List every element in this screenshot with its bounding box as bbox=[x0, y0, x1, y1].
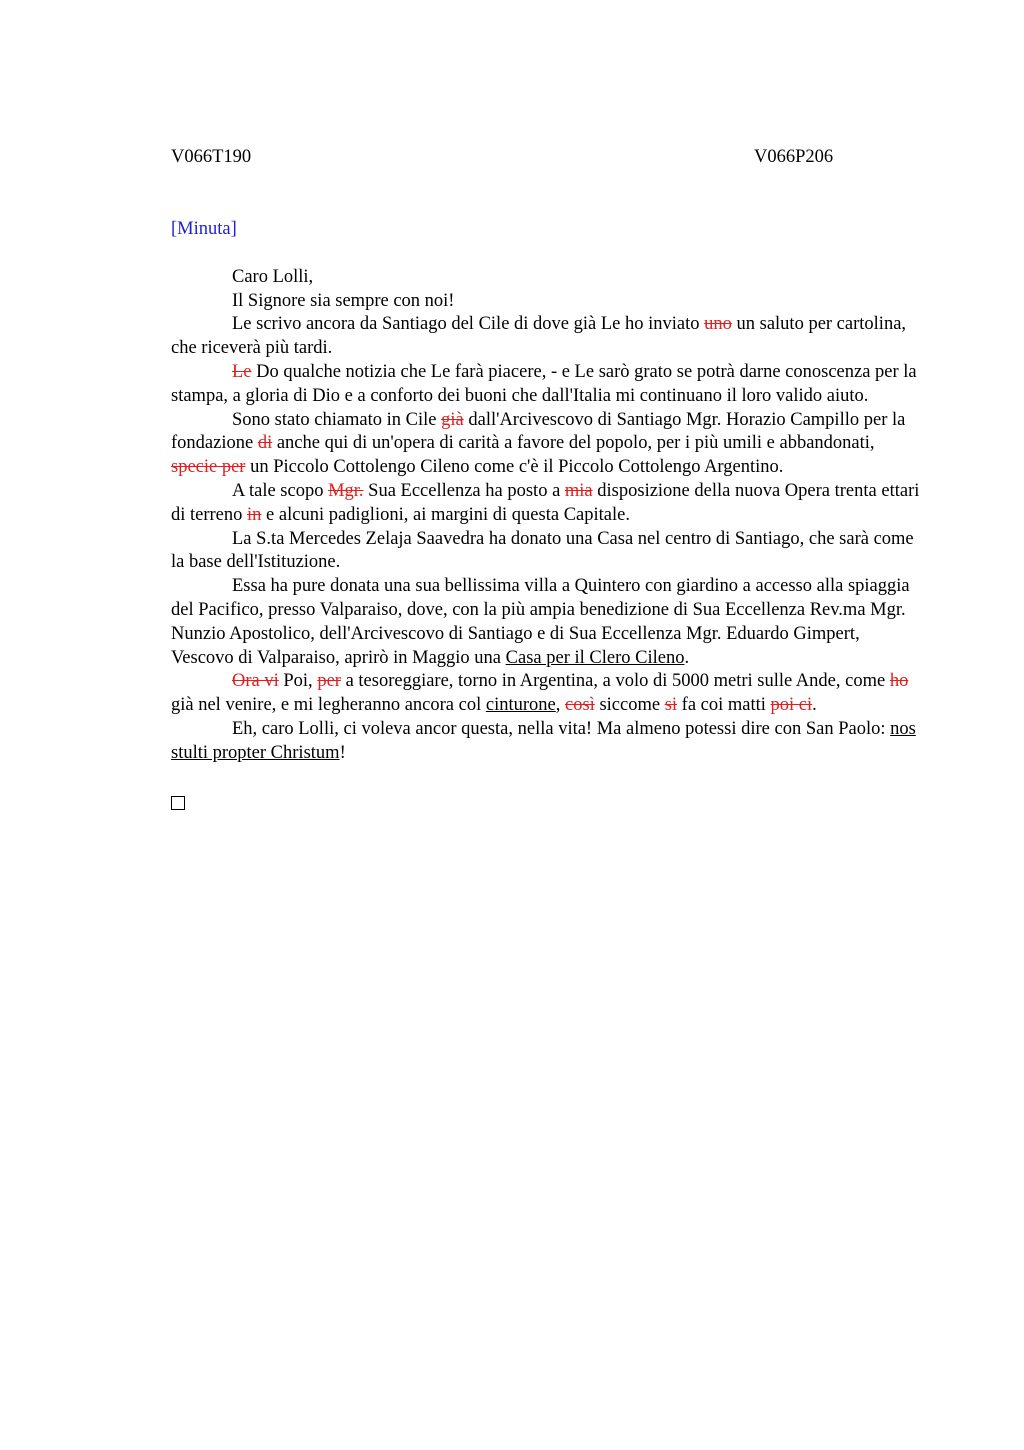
text-segment: Poi, bbox=[278, 671, 318, 692]
text-segment: disposizione della nuova Opera trenta ettari di terreno bbox=[171, 480, 920, 525]
deleted-word: per bbox=[317, 671, 341, 692]
deleted-word: mia bbox=[564, 480, 593, 501]
text-segment: e alcuni padiglioni, ai margini di questa Capitale. bbox=[261, 504, 630, 525]
checkbox-square-icon bbox=[171, 796, 185, 810]
deleted-word: già bbox=[441, 409, 464, 430]
letter-body bbox=[171, 266, 921, 766]
deleted-word: Ora vi bbox=[232, 671, 279, 692]
paragraph-8 bbox=[171, 718, 921, 766]
deleted-word: in bbox=[247, 504, 262, 525]
deleted-word: Mgr. bbox=[328, 480, 364, 501]
document-codes bbox=[171, 146, 921, 170]
paragraph-4 bbox=[171, 480, 921, 528]
deleted-word: ho bbox=[889, 671, 909, 692]
text-segment: , bbox=[555, 695, 565, 716]
text-segment: . bbox=[684, 647, 690, 668]
text-segment: un saluto per cartolina, che riceverà più tardi. bbox=[171, 314, 907, 359]
text-segment: ! bbox=[339, 742, 346, 763]
underlined-phrase: nos stulti propter Christum bbox=[171, 718, 916, 763]
text-segment: . bbox=[812, 695, 817, 716]
text-segment: già nel venire, e mi legheranno ancora col bbox=[171, 695, 486, 716]
paragraph-1 bbox=[171, 313, 921, 361]
deleted-word: poi ci bbox=[770, 695, 813, 716]
document-page bbox=[171, 146, 921, 817]
text-segment: Essa ha pure donata una sua bellissima villa a Quintero con giardino a accesso alla spiaggia del Pacifico, presso Valparaiso, dove, con la più ampia benedizione di Sua Eccellenza Rev.ma Mgr. Nunzio Apostolico, dell'Arcivescovo di Santiago e di Sua Eccellenza Mgr. Eduardo Gimpert, Vescovo di Valparaiso, aprirò in Maggio una bbox=[171, 576, 910, 668]
deleted-word: specie per bbox=[171, 457, 246, 478]
paragraph-3 bbox=[171, 409, 921, 480]
deleted-word: si bbox=[664, 695, 678, 716]
volume-code-right: V066P206 bbox=[754, 147, 834, 167]
paragraph-2 bbox=[171, 361, 921, 409]
text-segment: A tale scopo bbox=[232, 480, 329, 501]
text-segment: a tesoreggiare, torno in Argentina, a volo di 5000 metri sulle Ande, come bbox=[340, 671, 890, 692]
text-segment: Sua Eccellenza ha posto a bbox=[363, 480, 565, 501]
text-segment: Le scrivo ancora da Santiago del Cile di dove già Le ho inviato bbox=[232, 314, 705, 335]
deleted-word: di bbox=[257, 433, 273, 454]
text-segment: dall'Arcivescovo di Santiago Mgr. Horazio Campillo per la fondazione bbox=[171, 409, 906, 454]
text-segment: Eh, caro Lolli, ci voleva ancor questa, nella vita! Ma almeno potessi dire con San Paolo: bbox=[232, 718, 891, 739]
deleted-word: così bbox=[565, 695, 595, 716]
volume-code-left: V066T190 bbox=[171, 147, 252, 167]
paragraph-7 bbox=[171, 670, 921, 718]
text-segment: Do qualche notizia che Le farà piacere, - e Le sarò grato se potrà darne conoscenza per la stampa, a gloria di Dio e a conforto dei buoni che dall'Italia mi continuano il loro valido aiuto. bbox=[171, 361, 917, 406]
paragraph-5: La S.ta Mercedes Zelaja Saavedra ha donato una Casa nel centro di Santiago, che sarà come la base dell'Istituzione. bbox=[171, 528, 914, 573]
deleted-word: uno bbox=[704, 314, 732, 335]
underlined-phrase: cinturone bbox=[485, 695, 556, 716]
minuta-label: [Minuta] bbox=[171, 219, 237, 239]
paragraph-6 bbox=[171, 575, 921, 670]
text-segment: siccome bbox=[594, 695, 665, 716]
salutation: Caro Lolli, bbox=[232, 266, 314, 287]
text-segment: fa coi matti bbox=[677, 695, 771, 716]
text-segment: un Piccolo Cottolengo Cileno come c'è il Piccolo Cottolengo Argentino. bbox=[245, 457, 784, 478]
text-segment: Sono stato chiamato in Cile bbox=[232, 409, 442, 430]
text-segment: anche qui di un'opera di carità a favore del popolo, per i più umili e abbandonati, bbox=[272, 433, 875, 454]
deleted-word: Le bbox=[232, 361, 252, 382]
underlined-phrase: Casa per il Clero Cileno bbox=[505, 647, 685, 668]
greeting: Il Signore sia sempre con noi! bbox=[232, 290, 455, 311]
